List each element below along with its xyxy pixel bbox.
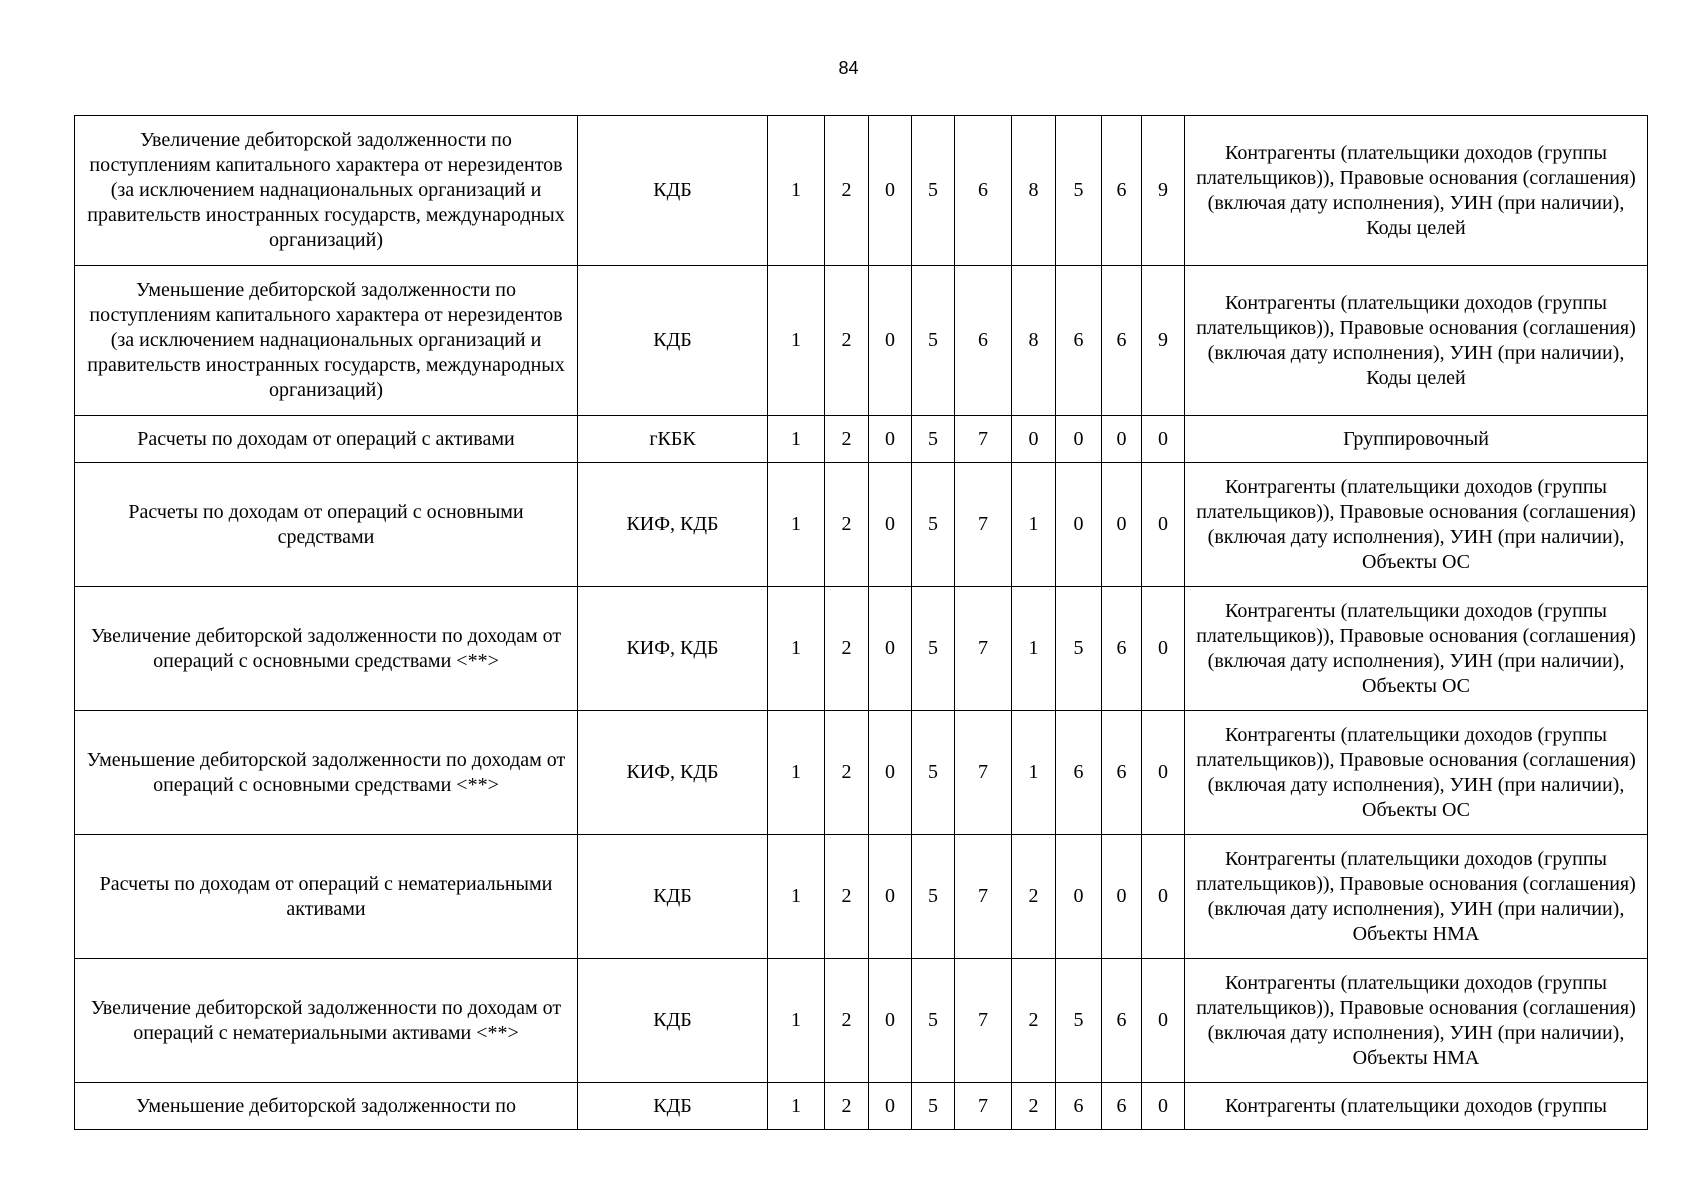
code-type: КДБ <box>578 116 768 266</box>
code-digit: 0 <box>1056 463 1102 587</box>
code-digit: 1 <box>768 711 825 835</box>
code-digit: 0 <box>1056 416 1102 463</box>
code-digit: 0 <box>1142 835 1185 959</box>
account-name: Уменьшение дебиторской задолженности по <box>75 1083 578 1130</box>
code-digit: 5 <box>1056 116 1102 266</box>
analytics: Контрагенты (плательщики доходов (группы плательщиков)), Правовые основания (соглашения) (включая дату исполнения), УИН (при наличии), Объекты ОС <box>1185 463 1648 587</box>
code-digit: 5 <box>912 587 955 711</box>
code-digit: 6 <box>955 266 1012 416</box>
code-digit: 9 <box>1142 116 1185 266</box>
code-digit: 6 <box>1102 959 1142 1083</box>
code-digit: 2 <box>825 711 869 835</box>
code-digit: 1 <box>768 835 825 959</box>
code-digit: 6 <box>1102 711 1142 835</box>
code-digit: 6 <box>1102 266 1142 416</box>
code-digit: 2 <box>825 266 869 416</box>
code-digit: 2 <box>1012 959 1056 1083</box>
code-digit: 6 <box>1056 711 1102 835</box>
analytics: Контрагенты (плательщики доходов (группы <box>1185 1083 1648 1130</box>
code-digit: 1 <box>1012 711 1056 835</box>
table-row <box>75 1083 1648 1130</box>
analytics: Контрагенты (плательщики доходов (группы плательщиков)), Правовые основания (соглашения) (включая дату исполнения), УИН (при наличии), Объекты ОС <box>1185 587 1648 711</box>
code-digit: 0 <box>1142 416 1185 463</box>
code-digit: 7 <box>955 959 1012 1083</box>
accounts-table <box>74 115 1648 1130</box>
code-digit: 5 <box>912 711 955 835</box>
account-name: Расчеты по доходам от операций с основными средствами <box>75 463 578 587</box>
code-digit: 7 <box>955 711 1012 835</box>
code-digit: 2 <box>825 1083 869 1130</box>
code-digit: 8 <box>1012 266 1056 416</box>
code-digit: 6 <box>1102 587 1142 711</box>
code-digit: 0 <box>869 587 912 711</box>
code-digit: 6 <box>1056 1083 1102 1130</box>
code-digit: 0 <box>869 1083 912 1130</box>
code-digit: 0 <box>1012 416 1056 463</box>
code-digit: 7 <box>955 587 1012 711</box>
account-name: Увеличение дебиторской задолженности по поступлениям капитального характера от нерезидентов (за исключением наднациональных организаций и правительств иностранных государств, международных организаций) <box>75 116 578 266</box>
code-digit: 2 <box>825 116 869 266</box>
code-digit: 9 <box>1142 266 1185 416</box>
code-digit: 5 <box>1056 959 1102 1083</box>
code-digit: 5 <box>912 1083 955 1130</box>
code-digit: 7 <box>955 1083 1012 1130</box>
analytics: Контрагенты (плательщики доходов (группы плательщиков)), Правовые основания (соглашения) (включая дату исполнения), УИН (при наличии), Объекты ОС <box>1185 711 1648 835</box>
code-digit: 2 <box>825 416 869 463</box>
code-digit: 0 <box>869 711 912 835</box>
table-row <box>75 416 1648 463</box>
code-digit: 0 <box>869 116 912 266</box>
code-digit: 5 <box>912 959 955 1083</box>
code-digit: 6 <box>1056 266 1102 416</box>
code-digit: 1 <box>768 266 825 416</box>
code-digit: 7 <box>955 463 1012 587</box>
code-digit: 0 <box>1142 463 1185 587</box>
account-name: Расчеты по доходам от операций с активами <box>75 416 578 463</box>
code-digit: 6 <box>955 116 1012 266</box>
analytics: Группировочный <box>1185 416 1648 463</box>
code-digit: 1 <box>768 587 825 711</box>
code-type: КИФ, КДБ <box>578 711 768 835</box>
code-digit: 0 <box>869 266 912 416</box>
analytics: Контрагенты (плательщики доходов (группы плательщиков)), Правовые основания (соглашения) (включая дату исполнения), УИН (при наличии), Объекты НМА <box>1185 835 1648 959</box>
table-row <box>75 463 1648 587</box>
code-digit: 1 <box>1012 463 1056 587</box>
code-digit: 8 <box>1012 116 1056 266</box>
code-digit: 0 <box>1102 416 1142 463</box>
code-digit: 0 <box>1056 835 1102 959</box>
code-digit: 5 <box>912 416 955 463</box>
code-digit: 0 <box>1142 959 1185 1083</box>
code-digit: 0 <box>1102 463 1142 587</box>
code-digit: 5 <box>912 266 955 416</box>
code-digit: 5 <box>912 116 955 266</box>
analytics: Контрагенты (плательщики доходов (группы плательщиков)), Правовые основания (соглашения) (включая дату исполнения), УИН (при наличии), Объекты НМА <box>1185 959 1648 1083</box>
code-digit: 7 <box>955 416 1012 463</box>
table-row <box>75 711 1648 835</box>
code-digit: 1 <box>768 1083 825 1130</box>
table-row <box>75 835 1648 959</box>
code-digit: 5 <box>912 835 955 959</box>
code-digit: 6 <box>1102 116 1142 266</box>
table-row <box>75 116 1648 266</box>
code-digit: 5 <box>912 463 955 587</box>
code-digit: 0 <box>1102 835 1142 959</box>
code-type: КИФ, КДБ <box>578 463 768 587</box>
code-digit: 2 <box>825 959 869 1083</box>
code-type: гКБК <box>578 416 768 463</box>
table-row <box>75 587 1648 711</box>
code-digit: 2 <box>1012 835 1056 959</box>
code-digit: 0 <box>869 835 912 959</box>
code-type: КДБ <box>578 266 768 416</box>
analytics: Контрагенты (плательщики доходов (группы плательщиков)), Правовые основания (соглашения) (включая дату исполнения), УИН (при наличии), Коды целей <box>1185 116 1648 266</box>
code-digit: 5 <box>1056 587 1102 711</box>
code-digit: 0 <box>869 416 912 463</box>
code-type: КДБ <box>578 959 768 1083</box>
code-digit: 1 <box>768 116 825 266</box>
code-type: КДБ <box>578 1083 768 1130</box>
code-digit: 2 <box>825 587 869 711</box>
code-digit: 7 <box>955 835 1012 959</box>
account-name: Увеличение дебиторской задолженности по доходам от операций с нематериальными активами <**> <box>75 959 578 1083</box>
code-digit: 0 <box>869 463 912 587</box>
code-digit: 1 <box>1012 587 1056 711</box>
code-digit: 1 <box>768 959 825 1083</box>
code-type: КИФ, КДБ <box>578 587 768 711</box>
code-digit: 2 <box>825 463 869 587</box>
table-row <box>75 959 1648 1083</box>
code-digit: 0 <box>1142 711 1185 835</box>
table-row <box>75 266 1648 416</box>
analytics: Контрагенты (плательщики доходов (группы плательщиков)), Правовые основания (соглашения) (включая дату исполнения), УИН (при наличии), Коды целей <box>1185 266 1648 416</box>
code-digit: 1 <box>768 416 825 463</box>
code-digit: 0 <box>1142 587 1185 711</box>
account-name: Уменьшение дебиторской задолженности по поступлениям капитального характера от нерезидентов (за исключением наднациональных организаций и правительств иностранных государств, международных организаций) <box>75 266 578 416</box>
account-name: Расчеты по доходам от операций с нематериальными активами <box>75 835 578 959</box>
account-name: Увеличение дебиторской задолженности по доходам от операций с основными средствами <**> <box>75 587 578 711</box>
code-digit: 0 <box>869 959 912 1083</box>
code-digit: 2 <box>825 835 869 959</box>
code-digit: 0 <box>1142 1083 1185 1130</box>
code-digit: 2 <box>1012 1083 1056 1130</box>
code-digit: 1 <box>768 463 825 587</box>
code-digit: 6 <box>1102 1083 1142 1130</box>
code-type: КДБ <box>578 835 768 959</box>
account-name: Уменьшение дебиторской задолженности по доходам от операций с основными средствами <**> <box>75 711 578 835</box>
page-number: 84 <box>838 58 859 78</box>
